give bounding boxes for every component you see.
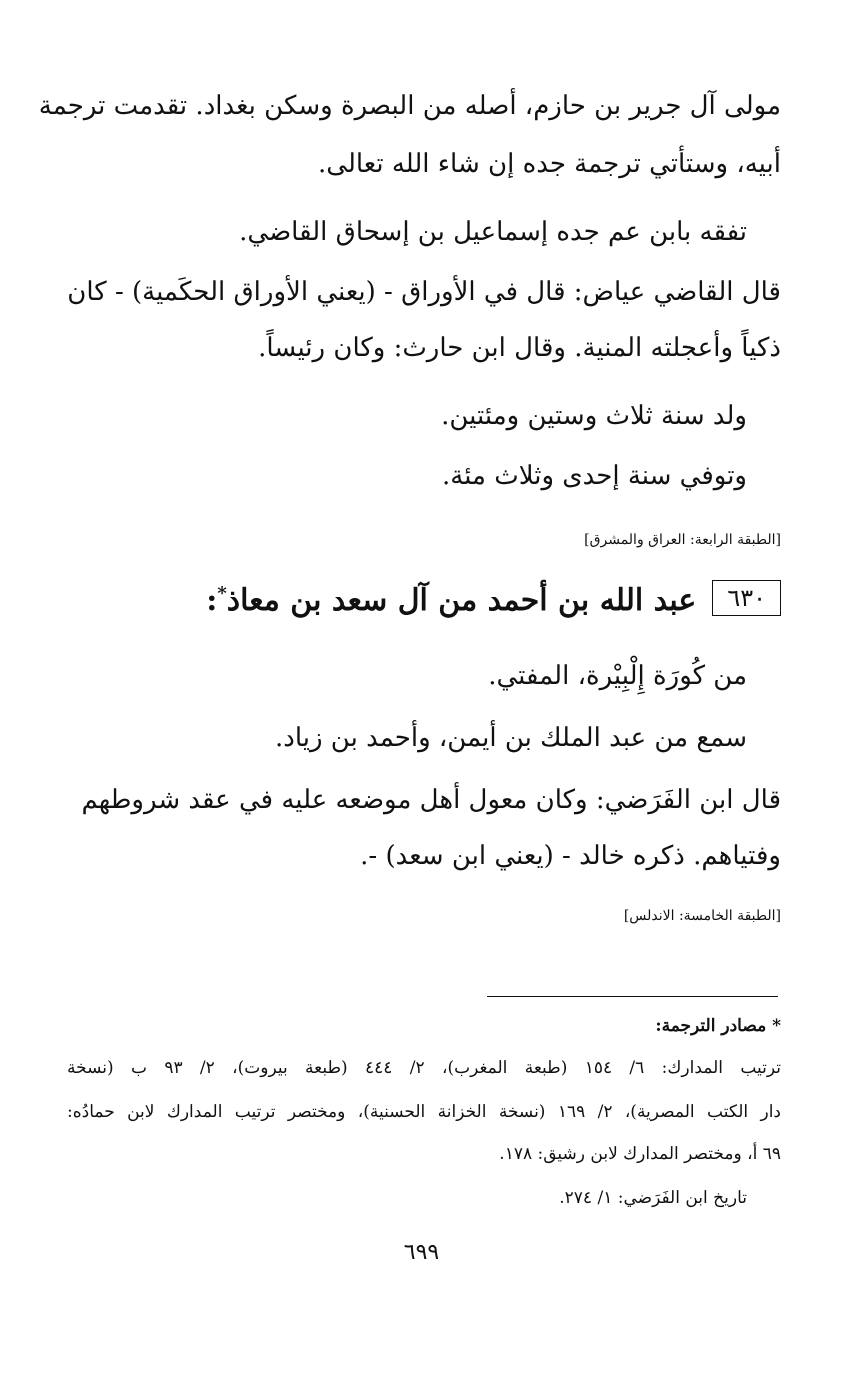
footnote-line-2: دار الكتب المصرية)، ٢/ ١٦٩ (نسخة الخزانة الحسنية)، ومختصر ترتيب المدارك لابن حمادُه: [67,1102,781,1122]
footnote-line-3: ٦٩ أ، ومختصر المدارك لابن رشيق: ١٧٨. [499,1144,781,1164]
footnote-marker: * [217,583,227,604]
entry-line-2: سمع من عبد الملك بن أيمن، وأحمد بن زياد. [274,723,747,753]
entry-title-colon: : [206,583,218,618]
footnote-separator [487,996,778,997]
footnote-line-4: تاريخ ابن الفَرَضي: ١/ ٢٧٤. [559,1188,747,1208]
body-line-7: وتوفي سنة إحدى وثلاث مئة. [441,461,747,491]
entry-line-1: من كُورَة إِلْبِيْرة، المفتي. [488,661,747,691]
footnote-heading: * مصادر الترجمة: [655,1016,781,1036]
section-tag-fifth: [الطبقة الخامسة: الاندلس] [623,908,781,924]
entry-number-box: ٦٣٠ [712,580,781,616]
entry-line-4: وفتياهم. ذكره خالد - (يعني ابن سعد) -. [360,841,781,871]
section-tag-fourth: [الطبقة الرابعة: العراق والمشرق] [584,532,781,548]
entry-heading [206,574,781,621]
body-line-2: أبيه، وستأتي ترجمة جده إن شاء الله تعالى. [318,149,781,179]
entry-title [206,574,696,621]
page-number: ٦٩٩ [403,1240,440,1265]
entry-line-3: قال ابن الفَرَضي: وكان معول أهل موضعه عليه في عقد شروطهم [81,785,781,815]
body-line-3: تفقه بابن عم جده إسماعيل بن إسحاق القاضي. [239,217,747,247]
body-line-5: ذكياً وأعجلته المنية. وقال ابن حارث: وكان رئيساً. [258,333,781,363]
footnote-line-1: ترتيب المدارك: ٦/ ١٥٤ (طبعة المغرب)، ٢/ ٤٤٤ (طبعة بيروت)، ٢/ ٩٣ ب (نسخة [67,1058,781,1078]
body-line-4: قال القاضي عياض: قال في الأوراق - (يعني الأوراق الحكَمية) - كان [67,277,781,307]
body-line-1: مولى آل جرير بن حازم، أصله من البصرة وسكن بغداد. تقدمت ترجمة [38,91,781,121]
entry-title-text: عبد الله بن أحمد من آل سعد بن معاذ [226,583,697,618]
body-line-6: ولد سنة ثلاث وستين ومئتين. [441,401,747,431]
